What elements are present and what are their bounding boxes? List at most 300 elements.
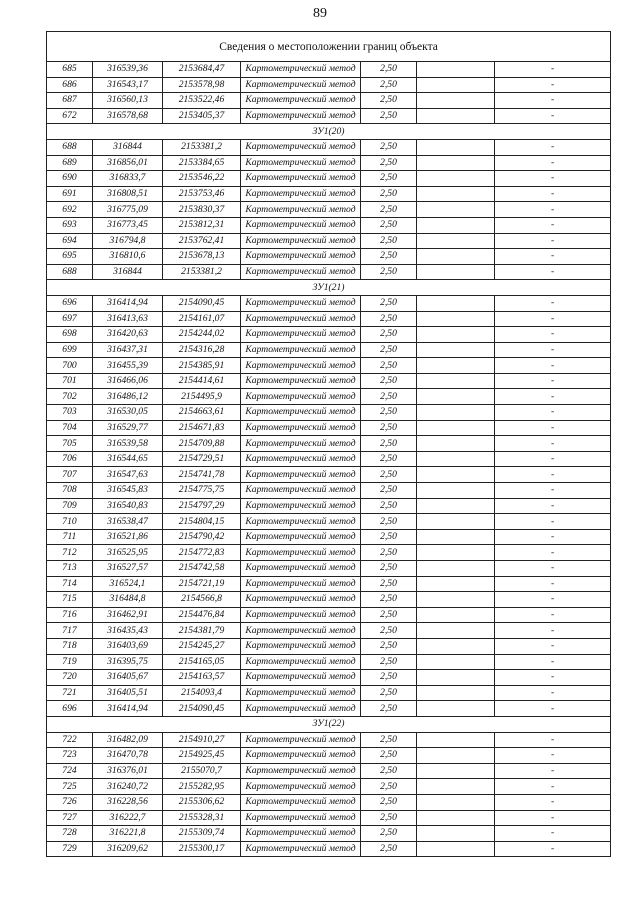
point-number-cell: 723 xyxy=(47,748,93,764)
coord-y-cell: 2154671,83 xyxy=(163,420,241,436)
point-number-cell: 687 xyxy=(47,93,93,109)
coord-y-cell: 2153405,37 xyxy=(163,108,241,124)
method-cell: Картометрический метод xyxy=(241,358,361,374)
method-cell: Картометрический метод xyxy=(241,420,361,436)
coord-x-cell: 316228,56 xyxy=(93,794,163,810)
coord-x-cell: 316455,39 xyxy=(93,358,163,374)
section-row xyxy=(47,716,611,732)
note-cell: - xyxy=(495,327,611,343)
note-cell: - xyxy=(495,62,611,78)
coord-x-cell: 316414,94 xyxy=(93,295,163,311)
accuracy-cell: 2,50 xyxy=(361,545,417,561)
extra-cell xyxy=(417,202,495,218)
method-cell: Картометрический метод xyxy=(241,342,361,358)
coord-y-cell: 2155309,74 xyxy=(163,826,241,842)
coord-x-cell: 316773,45 xyxy=(93,217,163,233)
method-cell: Картометрический метод xyxy=(241,779,361,795)
extra-cell xyxy=(417,732,495,748)
method-cell: Картометрический метод xyxy=(241,62,361,78)
section-label: ЗУ1(21) xyxy=(47,280,611,296)
coord-y-cell: 2154093,4 xyxy=(163,685,241,701)
accuracy-cell: 2,50 xyxy=(361,139,417,155)
note-cell: - xyxy=(495,295,611,311)
accuracy-cell: 2,50 xyxy=(361,826,417,842)
note-cell: - xyxy=(495,498,611,514)
method-cell: Картометрический метод xyxy=(241,295,361,311)
extra-cell xyxy=(417,295,495,311)
method-cell: Картометрический метод xyxy=(241,545,361,561)
table-row xyxy=(47,358,611,374)
method-cell: Картометрический метод xyxy=(241,810,361,826)
table-row xyxy=(47,779,611,795)
coord-y-cell: 2154566,8 xyxy=(163,592,241,608)
method-cell: Картометрический метод xyxy=(241,327,361,343)
point-number-cell: 704 xyxy=(47,420,93,436)
extra-cell xyxy=(417,420,495,436)
extra-cell xyxy=(417,794,495,810)
coord-y-cell: 2154090,45 xyxy=(163,295,241,311)
extra-cell xyxy=(417,826,495,842)
method-cell: Картометрический метод xyxy=(241,685,361,701)
coord-x-cell: 316810,6 xyxy=(93,249,163,265)
method-cell: Картометрический метод xyxy=(241,561,361,577)
extra-cell xyxy=(417,638,495,654)
coord-x-cell: 316405,67 xyxy=(93,670,163,686)
coord-x-cell: 316376,01 xyxy=(93,763,163,779)
extra-cell xyxy=(417,233,495,249)
note-cell: - xyxy=(495,623,611,639)
section-row xyxy=(47,280,611,296)
method-cell: Картометрический метод xyxy=(241,77,361,93)
accuracy-cell: 2,50 xyxy=(361,311,417,327)
point-number-cell: 725 xyxy=(47,779,93,795)
accuracy-cell: 2,50 xyxy=(361,342,417,358)
point-number-cell: 693 xyxy=(47,217,93,233)
point-number-cell: 703 xyxy=(47,405,93,421)
point-number-cell: 722 xyxy=(47,732,93,748)
extra-cell xyxy=(417,264,495,280)
method-cell: Картометрический метод xyxy=(241,592,361,608)
table-row xyxy=(47,155,611,171)
note-cell: - xyxy=(495,841,611,857)
method-cell: Картометрический метод xyxy=(241,249,361,265)
accuracy-cell: 2,50 xyxy=(361,249,417,265)
extra-cell xyxy=(417,373,495,389)
accuracy-cell: 2,50 xyxy=(361,483,417,499)
coord-y-cell: 2153522,46 xyxy=(163,93,241,109)
extra-cell xyxy=(417,623,495,639)
accuracy-cell: 2,50 xyxy=(361,498,417,514)
accuracy-cell: 2,50 xyxy=(361,264,417,280)
coord-y-cell: 2154245,27 xyxy=(163,638,241,654)
point-number-cell: 718 xyxy=(47,638,93,654)
method-cell: Картометрический метод xyxy=(241,607,361,623)
method-cell: Картометрический метод xyxy=(241,748,361,764)
coord-x-cell: 316544,65 xyxy=(93,451,163,467)
point-number-cell: 729 xyxy=(47,841,93,857)
table-row xyxy=(47,233,611,249)
table-row xyxy=(47,405,611,421)
coord-y-cell: 2154804,15 xyxy=(163,514,241,530)
method-cell: Картометрический метод xyxy=(241,670,361,686)
method-cell: Картометрический метод xyxy=(241,264,361,280)
method-cell: Картометрический метод xyxy=(241,217,361,233)
table-row xyxy=(47,810,611,826)
coord-y-cell: 2154495,9 xyxy=(163,389,241,405)
note-cell: - xyxy=(495,139,611,155)
coord-x-cell: 316833,7 xyxy=(93,171,163,187)
point-number-cell: 724 xyxy=(47,763,93,779)
accuracy-cell: 2,50 xyxy=(361,748,417,764)
extra-cell xyxy=(417,451,495,467)
point-number-cell: 712 xyxy=(47,545,93,561)
table-row xyxy=(47,327,611,343)
point-number-cell: 686 xyxy=(47,77,93,93)
coord-x-cell: 316775,09 xyxy=(93,202,163,218)
point-number-cell: 688 xyxy=(47,139,93,155)
method-cell: Картометрический метод xyxy=(241,623,361,639)
method-cell: Картометрический метод xyxy=(241,108,361,124)
table-row xyxy=(47,171,611,187)
accuracy-cell: 2,50 xyxy=(361,108,417,124)
coord-x-cell: 316437,31 xyxy=(93,342,163,358)
extra-cell xyxy=(417,171,495,187)
extra-cell xyxy=(417,763,495,779)
coord-x-cell: 316540,83 xyxy=(93,498,163,514)
note-cell: - xyxy=(495,217,611,233)
extra-cell xyxy=(417,545,495,561)
coord-y-cell: 2153578,98 xyxy=(163,77,241,93)
point-number-cell: 716 xyxy=(47,607,93,623)
point-number-cell: 689 xyxy=(47,155,93,171)
coord-x-cell: 316578,68 xyxy=(93,108,163,124)
extra-cell xyxy=(417,685,495,701)
method-cell: Картометрический метод xyxy=(241,529,361,545)
note-cell: - xyxy=(495,514,611,530)
accuracy-cell: 2,50 xyxy=(361,514,417,530)
note-cell: - xyxy=(495,810,611,826)
table-row xyxy=(47,826,611,842)
note-cell: - xyxy=(495,654,611,670)
point-number-cell: 720 xyxy=(47,670,93,686)
method-cell: Картометрический метод xyxy=(241,186,361,202)
method-cell: Картометрический метод xyxy=(241,436,361,452)
extra-cell xyxy=(417,186,495,202)
coord-x-cell: 316470,78 xyxy=(93,748,163,764)
table-row xyxy=(47,77,611,93)
extra-cell xyxy=(417,592,495,608)
accuracy-cell: 2,50 xyxy=(361,467,417,483)
coord-y-cell: 2154476,84 xyxy=(163,607,241,623)
table-row xyxy=(47,93,611,109)
extra-cell xyxy=(417,77,495,93)
note-cell: - xyxy=(495,202,611,218)
note-cell: - xyxy=(495,451,611,467)
extra-cell xyxy=(417,311,495,327)
method-cell: Картометрический метод xyxy=(241,576,361,592)
extra-cell xyxy=(417,467,495,483)
point-number-cell: 702 xyxy=(47,389,93,405)
accuracy-cell: 2,50 xyxy=(361,654,417,670)
note-cell: - xyxy=(495,794,611,810)
table-row xyxy=(47,607,611,623)
point-number-cell: 713 xyxy=(47,561,93,577)
method-cell: Картометрический метод xyxy=(241,763,361,779)
coord-x-cell: 316794,8 xyxy=(93,233,163,249)
coord-x-cell: 316414,94 xyxy=(93,701,163,717)
coord-x-cell: 316525,95 xyxy=(93,545,163,561)
coord-y-cell: 2153812,31 xyxy=(163,217,241,233)
table-row xyxy=(47,202,611,218)
note-cell: - xyxy=(495,638,611,654)
accuracy-cell: 2,50 xyxy=(361,373,417,389)
note-cell: - xyxy=(495,685,611,701)
accuracy-cell: 2,50 xyxy=(361,451,417,467)
note-cell: - xyxy=(495,592,611,608)
note-cell: - xyxy=(495,826,611,842)
note-cell: - xyxy=(495,342,611,358)
coord-y-cell: 2153684,47 xyxy=(163,62,241,78)
coord-x-cell: 316221,8 xyxy=(93,826,163,842)
method-cell: Картометрический метод xyxy=(241,311,361,327)
accuracy-cell: 2,50 xyxy=(361,592,417,608)
method-cell: Картометрический метод xyxy=(241,732,361,748)
coord-y-cell: 2154161,07 xyxy=(163,311,241,327)
extra-cell xyxy=(417,155,495,171)
coord-x-cell: 316545,83 xyxy=(93,483,163,499)
extra-cell xyxy=(417,217,495,233)
note-cell: - xyxy=(495,171,611,187)
accuracy-cell: 2,50 xyxy=(361,810,417,826)
extra-cell xyxy=(417,436,495,452)
accuracy-cell: 2,50 xyxy=(361,623,417,639)
coord-x-cell: 316482,09 xyxy=(93,732,163,748)
table-row xyxy=(47,794,611,810)
accuracy-cell: 2,50 xyxy=(361,217,417,233)
coord-y-cell: 2153381,2 xyxy=(163,139,241,155)
table-row xyxy=(47,311,611,327)
page-number: 89 xyxy=(313,6,327,21)
method-cell: Картометрический метод xyxy=(241,233,361,249)
accuracy-cell: 2,50 xyxy=(361,763,417,779)
method-cell: Картометрический метод xyxy=(241,654,361,670)
table-row xyxy=(47,654,611,670)
accuracy-cell: 2,50 xyxy=(361,576,417,592)
table-row xyxy=(47,498,611,514)
coord-x-cell: 316844 xyxy=(93,264,163,280)
point-number-cell: 717 xyxy=(47,623,93,639)
coord-x-cell: 316403,69 xyxy=(93,638,163,654)
point-number-cell: 697 xyxy=(47,311,93,327)
coord-y-cell: 2154090,45 xyxy=(163,701,241,717)
extra-cell xyxy=(417,514,495,530)
accuracy-cell: 2,50 xyxy=(361,358,417,374)
coord-y-cell: 2153384,65 xyxy=(163,155,241,171)
coord-x-cell: 316405,51 xyxy=(93,685,163,701)
coord-x-cell: 316524,1 xyxy=(93,576,163,592)
note-cell: - xyxy=(495,249,611,265)
extra-cell xyxy=(417,342,495,358)
extra-cell xyxy=(417,576,495,592)
note-cell: - xyxy=(495,436,611,452)
coord-y-cell: 2154165,05 xyxy=(163,654,241,670)
table-row xyxy=(47,139,611,155)
note-cell: - xyxy=(495,373,611,389)
extra-cell xyxy=(417,701,495,717)
note-cell: - xyxy=(495,483,611,499)
coord-x-cell: 316240,72 xyxy=(93,779,163,795)
table-row xyxy=(47,623,611,639)
note-cell: - xyxy=(495,77,611,93)
method-cell: Картометрический метод xyxy=(241,638,361,654)
note-cell: - xyxy=(495,576,611,592)
accuracy-cell: 2,50 xyxy=(361,233,417,249)
method-cell: Картометрический метод xyxy=(241,701,361,717)
method-cell: Картометрический метод xyxy=(241,155,361,171)
note-cell: - xyxy=(495,155,611,171)
point-number-cell: 701 xyxy=(47,373,93,389)
coord-x-cell: 316529,77 xyxy=(93,420,163,436)
table-title: Сведения о местоположении границ объекта xyxy=(47,32,611,62)
note-cell: - xyxy=(495,779,611,795)
coord-y-cell: 2154663,61 xyxy=(163,405,241,421)
accuracy-cell: 2,50 xyxy=(361,327,417,343)
section-label: ЗУ1(20) xyxy=(47,124,611,140)
coord-x-cell: 316466,06 xyxy=(93,373,163,389)
coord-x-cell: 316420,63 xyxy=(93,327,163,343)
point-number-cell: 709 xyxy=(47,498,93,514)
method-cell: Картометрический метод xyxy=(241,139,361,155)
point-number-cell: 715 xyxy=(47,592,93,608)
accuracy-cell: 2,50 xyxy=(361,701,417,717)
point-number-cell: 714 xyxy=(47,576,93,592)
coord-x-cell: 316484,8 xyxy=(93,592,163,608)
method-cell: Картометрический метод xyxy=(241,467,361,483)
table-row xyxy=(47,841,611,857)
accuracy-cell: 2,50 xyxy=(361,685,417,701)
point-number-cell: 707 xyxy=(47,467,93,483)
point-number-cell: 727 xyxy=(47,810,93,826)
coord-y-cell: 2154797,29 xyxy=(163,498,241,514)
extra-cell xyxy=(417,327,495,343)
extra-cell xyxy=(417,670,495,686)
method-cell: Картометрический метод xyxy=(241,405,361,421)
extra-cell xyxy=(417,529,495,545)
point-number-cell: 698 xyxy=(47,327,93,343)
coord-y-cell: 2154381,79 xyxy=(163,623,241,639)
coord-x-cell: 316560,13 xyxy=(93,93,163,109)
coord-y-cell: 2153830,37 xyxy=(163,202,241,218)
note-cell: - xyxy=(495,529,611,545)
note-cell: - xyxy=(495,389,611,405)
coord-y-cell: 2153753,46 xyxy=(163,186,241,202)
note-cell: - xyxy=(495,358,611,374)
method-cell: Картометрический метод xyxy=(241,389,361,405)
table-row xyxy=(47,685,611,701)
point-number-cell: 726 xyxy=(47,794,93,810)
coord-y-cell: 2154244,02 xyxy=(163,327,241,343)
table-row xyxy=(47,592,611,608)
coord-x-cell: 316539,36 xyxy=(93,62,163,78)
coord-y-cell: 2154709,88 xyxy=(163,436,241,452)
accuracy-cell: 2,50 xyxy=(361,529,417,545)
point-number-cell: 688 xyxy=(47,264,93,280)
table-title-row xyxy=(47,32,611,62)
coord-x-cell: 316547,63 xyxy=(93,467,163,483)
point-number-cell: 694 xyxy=(47,233,93,249)
point-number-cell: 728 xyxy=(47,826,93,842)
table-row xyxy=(47,342,611,358)
extra-cell xyxy=(417,483,495,499)
point-number-cell: 696 xyxy=(47,295,93,311)
accuracy-cell: 2,50 xyxy=(361,779,417,795)
coord-y-cell: 2154772,83 xyxy=(163,545,241,561)
accuracy-cell: 2,50 xyxy=(361,420,417,436)
point-number-cell: 699 xyxy=(47,342,93,358)
method-cell: Картометрический метод xyxy=(241,451,361,467)
extra-cell xyxy=(417,561,495,577)
coord-x-cell: 316521,86 xyxy=(93,529,163,545)
method-cell: Картометрический метод xyxy=(241,373,361,389)
point-number-cell: 719 xyxy=(47,654,93,670)
accuracy-cell: 2,50 xyxy=(361,171,417,187)
table-row xyxy=(47,701,611,717)
accuracy-cell: 2,50 xyxy=(361,295,417,311)
coord-x-cell: 316413,63 xyxy=(93,311,163,327)
coord-y-cell: 2154741,78 xyxy=(163,467,241,483)
table-row xyxy=(47,638,611,654)
table-row xyxy=(47,295,611,311)
accuracy-cell: 2,50 xyxy=(361,77,417,93)
note-cell: - xyxy=(495,732,611,748)
table-row xyxy=(47,436,611,452)
coord-y-cell: 2154742,58 xyxy=(163,561,241,577)
point-number-cell: 705 xyxy=(47,436,93,452)
note-cell: - xyxy=(495,467,611,483)
table-row xyxy=(47,264,611,280)
coord-y-cell: 2154775,75 xyxy=(163,483,241,499)
coord-y-cell: 2155300,17 xyxy=(163,841,241,857)
coord-y-cell: 2154721,19 xyxy=(163,576,241,592)
table-row xyxy=(47,249,611,265)
note-cell: - xyxy=(495,405,611,421)
coord-x-cell: 316808,51 xyxy=(93,186,163,202)
accuracy-cell: 2,50 xyxy=(361,405,417,421)
note-cell: - xyxy=(495,670,611,686)
table-row xyxy=(47,186,611,202)
coord-x-cell: 316209,62 xyxy=(93,841,163,857)
coord-y-cell: 2154790,42 xyxy=(163,529,241,545)
table-row xyxy=(47,451,611,467)
method-cell: Картометрический метод xyxy=(241,171,361,187)
note-cell: - xyxy=(495,763,611,779)
coord-y-cell: 2153678,13 xyxy=(163,249,241,265)
note-cell: - xyxy=(495,108,611,124)
point-number-cell: 721 xyxy=(47,685,93,701)
note-cell: - xyxy=(495,561,611,577)
method-cell: Картометрический метод xyxy=(241,841,361,857)
coord-y-cell: 2154316,28 xyxy=(163,342,241,358)
note-cell: - xyxy=(495,311,611,327)
coord-y-cell: 2155070,7 xyxy=(163,763,241,779)
accuracy-cell: 2,50 xyxy=(361,93,417,109)
table-row xyxy=(47,217,611,233)
accuracy-cell: 2,50 xyxy=(361,732,417,748)
extra-cell xyxy=(417,358,495,374)
table-row xyxy=(47,748,611,764)
extra-cell xyxy=(417,779,495,795)
coord-x-cell: 316856,01 xyxy=(93,155,163,171)
